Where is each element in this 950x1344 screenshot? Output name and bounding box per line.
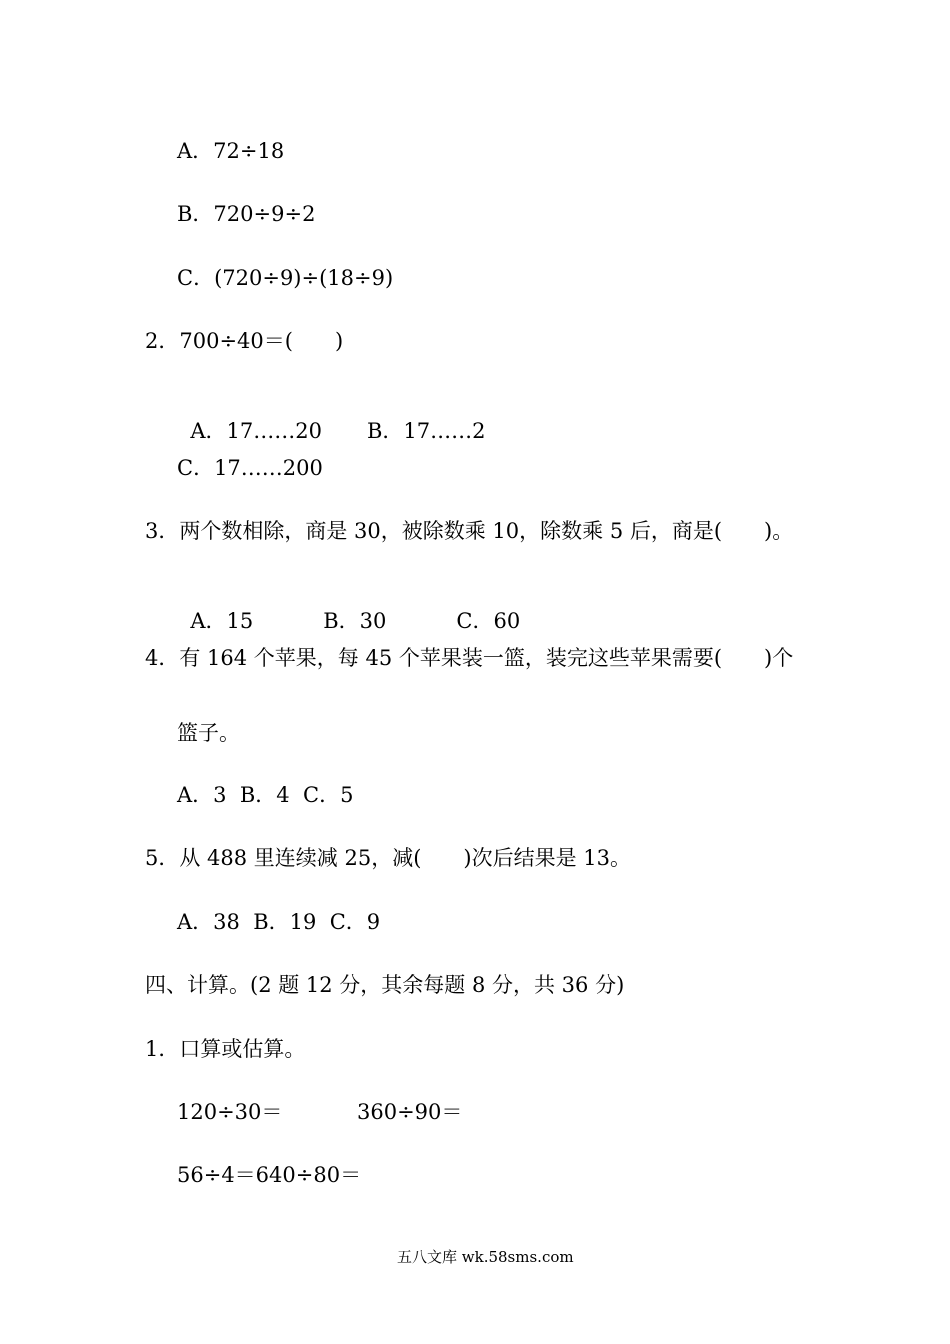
q1-option-b: B．720÷9÷2 [177, 202, 316, 226]
q2-options-row1 [177, 392, 485, 444]
q5-stem: 5．从 488 里连续减 25，减( )次后结果是 13。 [145, 846, 631, 870]
page-footer: 五八文库 wk.58sms.com [397, 1248, 574, 1266]
q2-option-a: A．17……20 [190, 419, 322, 443]
q2-option-c: C．17……200 [177, 456, 323, 480]
q4-stem-line2: 篮子。 [177, 721, 240, 745]
q3-option-a: A．15 [190, 609, 254, 633]
q3-option-b: B．30 [323, 609, 387, 633]
q3-option-c: C．60 [456, 609, 521, 633]
q5-options: A．38 B．19 C．9 [177, 910, 381, 934]
section4-heading: 四、计算。(2 题 12 分，其余每题 8 分，共 36 分) [145, 973, 625, 997]
q3-options [177, 582, 520, 634]
calc-row1-b: 360÷90＝ [357, 1100, 463, 1124]
q3-stem: 3．两个数相除，商是 30，被除数乘 10，除数乘 5 后，商是( )。 [145, 519, 794, 543]
calc-row1-a: 120÷30＝ [177, 1100, 283, 1124]
section4-item1: 1．口算或估算。 [145, 1037, 306, 1061]
q1-option-c: C．(720÷9)÷(18÷9) [177, 266, 394, 290]
q4-stem-line1: 4．有 164 个苹果，每 45 个苹果装一篮，装完这些苹果需要( )个 [145, 646, 794, 670]
q2-stem: 2．700÷40＝( ) [145, 329, 344, 353]
q1-option-a: A．72÷18 [177, 139, 285, 163]
q2-option-b: B．17……2 [366, 419, 486, 443]
calc-row2: 56÷4＝640÷80＝ [177, 1163, 362, 1187]
q4-options: A．3 B．4 C．5 [177, 783, 354, 807]
